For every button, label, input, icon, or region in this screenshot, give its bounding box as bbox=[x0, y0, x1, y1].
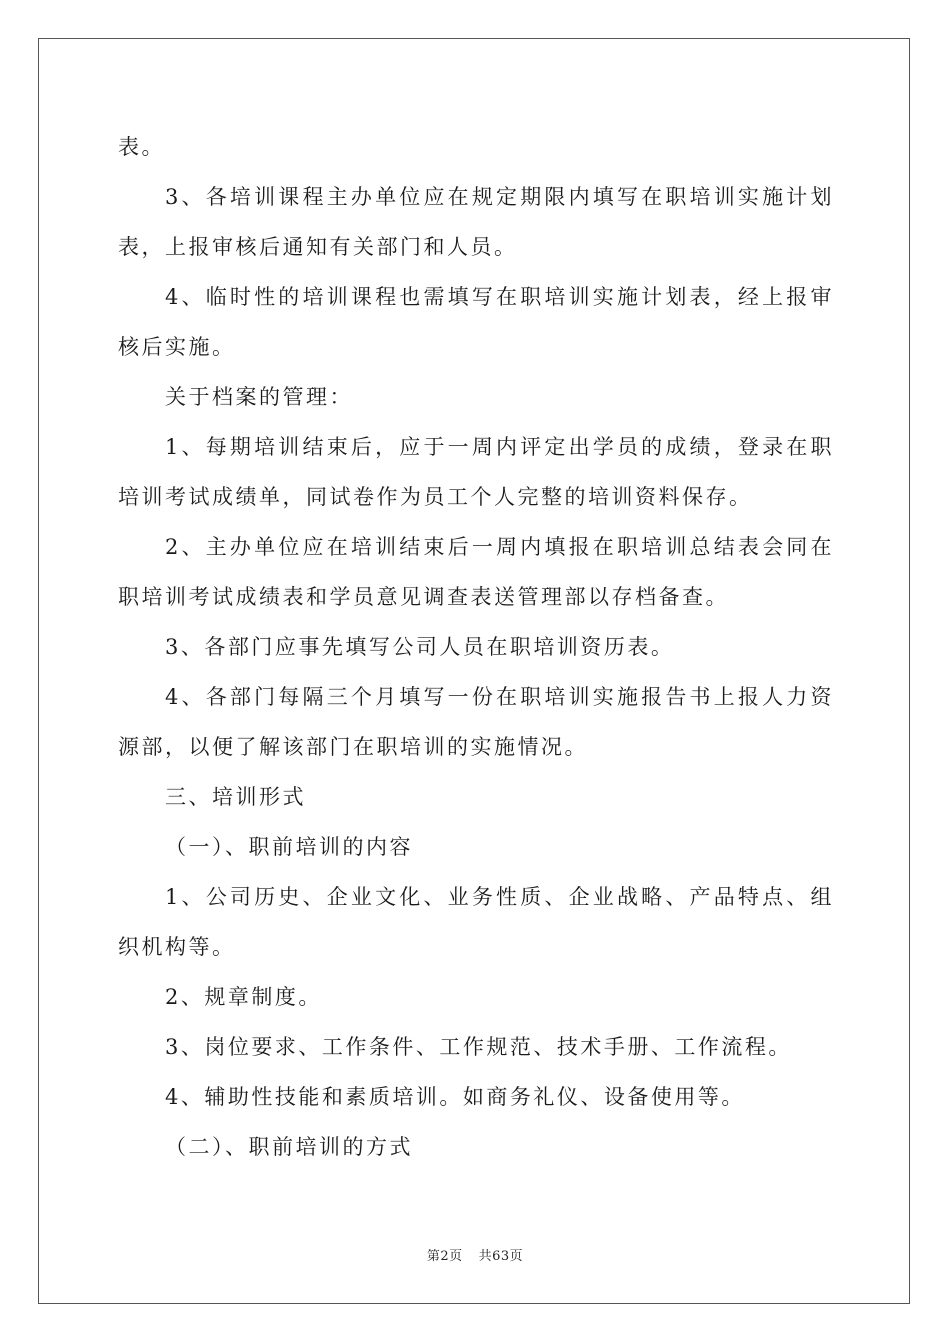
paragraph: 2、规章制度。 bbox=[165, 985, 322, 1009]
page-footer bbox=[0, 1245, 950, 1264]
paragraph: 3、岗位要求、工作条件、工作规范、技术手册、工作流程。 bbox=[165, 1035, 792, 1059]
section-heading: 关于档案的管理： bbox=[165, 385, 353, 409]
paragraph: 4、临时性的培训课程也需填写在职培训实施计划表，经上报审核后实施。 bbox=[118, 285, 834, 359]
paragraph: 2、主办单位应在培训结束后一周内填报在职培训总结表会同在职培训考试成绩表和学员意见调查表送管理部以存档备查。 bbox=[118, 535, 834, 609]
paragraph: 3、各培训课程主办单位应在规定期限内填写在职培训实施计划表，上报审核后通知有关部门和人员。 bbox=[118, 185, 834, 259]
paragraph: 1、每期培训结束后，应于一周内评定出学员的成绩，登录在职培训考试成绩单，同试卷作为员工个人完整的培训资料保存。 bbox=[118, 435, 834, 509]
paragraph: 4、各部门每隔三个月填写一份在职培训实施报告书上报人力资源部，以便了解该部门在职培训的实施情况。 bbox=[118, 685, 834, 759]
page-total: 共63页 bbox=[478, 1249, 524, 1264]
paragraph: 表。 bbox=[118, 135, 165, 159]
section-heading: 三、培训形式 bbox=[165, 785, 306, 809]
paragraph: 4、辅助性技能和素质培训。如商务礼仪、设备使用等。 bbox=[165, 1085, 745, 1109]
subsection-heading: （一）、职前培训的内容 bbox=[165, 835, 413, 859]
page-number: 第2页 bbox=[426, 1249, 463, 1264]
subsection-heading: （二）、职前培训的方式 bbox=[165, 1135, 413, 1159]
paragraph: 1、公司历史、企业文化、业务性质、企业战略、产品特点、组织机构等。 bbox=[118, 885, 834, 959]
document-body bbox=[118, 122, 834, 1172]
paragraph: 3、各部门应事先填写公司人员在职培训资历表。 bbox=[165, 635, 675, 659]
